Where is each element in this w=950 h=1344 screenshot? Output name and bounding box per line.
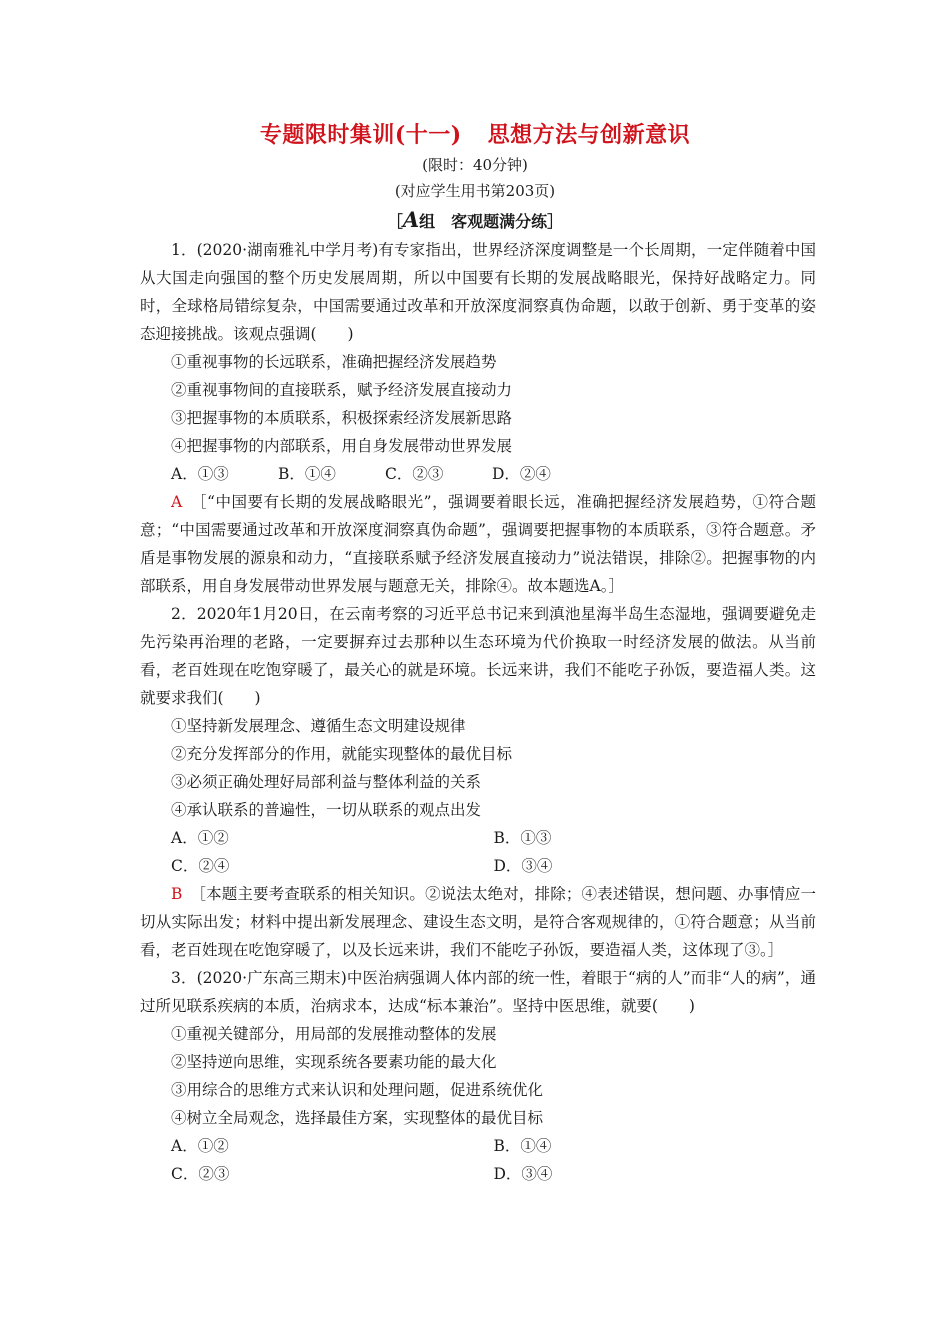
- book-reference: (对应学生用书第203页): [394, 182, 556, 200]
- question-1-option-4: ④把握事物的内部联系，用自身发展带动世界发展: [171, 437, 513, 455]
- group-label-text: 组 客观题满分练: [419, 212, 548, 231]
- question-2-choices-row-1: [140, 824, 816, 852]
- question-3-option-3: ③用综合的思维方式来认识和处理问题，促进系统优化: [171, 1081, 544, 1099]
- question-2-choice-b: B．①③: [493, 829, 552, 847]
- question-3-option-2: ②坚持逆向思维，实现系统各要素功能的最大化: [171, 1053, 497, 1071]
- question-2-choice-c: C．②④: [171, 857, 230, 875]
- question-1-choice-b: B．①④: [278, 465, 336, 483]
- question-1-choice-c: C．②③: [385, 465, 444, 483]
- question-2-option-4: ④承认联系的普遍性，一切从联系的观点出发: [171, 801, 482, 819]
- question-3-choice-b: B．①④: [493, 1137, 552, 1155]
- question-2-choices-row-2: [140, 852, 816, 880]
- question-list: [140, 236, 816, 1188]
- question-3-choice-d: D．③④: [493, 1165, 553, 1183]
- question-3-choice-a: A．①②: [171, 1137, 229, 1155]
- time-limit: (限时：40分钟): [422, 156, 528, 174]
- title-sub: 思想方法与创新意识: [487, 122, 691, 148]
- question-2-explanation: B ［本题主要考查联系的相关知识。②说法太绝对，排除；④表述错误，想问题、办事情应一切从实际出发；材料中提出新发展理念、建设生态文明，是符合客观规律的，①符合题意；从当前看，老百姓现在吃饱穿暖了，以及长远来讲，我们不能吃子孙饭，要造福人类，这体现了③。］: [140, 885, 816, 959]
- question-3-choices-row-2: [140, 1160, 816, 1188]
- question-3-option-4: ④树立全局观念，选择最佳方案，实现整体的最优目标: [171, 1109, 544, 1127]
- group-letter: A: [402, 207, 420, 232]
- question-2-option-3: ③必须正确处理好局部利益与整体利益的关系: [171, 773, 482, 791]
- question-1-choices: [140, 460, 816, 488]
- question-1-choice-d: D．②④: [492, 465, 551, 483]
- question-2-choice-d: D．③④: [493, 857, 553, 875]
- question-3-stem: 3．(2020·广东高三期末)中医治病强调人体内部的统一性，着眼于“病的人”而非“人的病”，通过所见联系疾病的本质，治病求本，达成“标本兼治”。坚持中医思维，就要( ): [140, 969, 816, 1015]
- question-1-choice-a: A．①③: [171, 465, 229, 483]
- question-1-answer: A: [171, 493, 183, 511]
- question-2-answer: B: [171, 885, 183, 903]
- question-1-explanation: A ［“中国要有长期的发展战略眼光”，强调要着眼长远，准确把握经济发展趋势，①符合题意；“中国需要通过改革和开放深度洞察真伪命题”，强调要把握事物的本质联系，③符合题意。矛盾是事物发展的源泉和动力，“直接联系赋予经济发展直接动力”说法错误，排除②。把握事物的内部联系，用自身发展带动世界发展与题意无关，排除④。故本题选A。］: [140, 493, 816, 595]
- question-2-stem: 2．2020年1月20日，在云南考察的习近平总书记来到滇池星海半岛生态湿地，强调要避免走先污染再治理的老路，一定要摒弃过去那种以生态环境为代价换取一时经济发展的做法。从当前看，老百姓现在吃饱穿暖了，最关心的就是环境。长远来讲，我们不能吃子孙饭，要造福人类。这就要求我们( ): [140, 605, 816, 707]
- question-3-choices-row-1: [140, 1132, 816, 1160]
- question-1-stem: 1．(2020·湖南雅礼中学月考)有专家指出，世界经济深度调整是一个长周期，一定伴随着中国从大国走向强国的整个历史发展周期，所以中国要有长期的发展战略眼光，保持好战略定力。同时，全球格局错综复杂，中国需要通过改革和开放深度洞察真伪命题，以敢于创新、勇于变革的姿态迎接挑战。该观点强调( ): [140, 241, 816, 343]
- title-main: 专题限时集训(十一): [259, 122, 462, 148]
- page-title: [0, 118, 950, 149]
- question-2-option-2: ②充分发挥部分的作用，就能实现整体的最优目标: [171, 745, 513, 763]
- question-3-option-1: ①重视关键部分，用局部的发展推动整体的发展: [171, 1025, 497, 1043]
- question-1-option-1: ①重视事物的长远联系，准确把握经济发展趋势: [171, 353, 497, 371]
- group-heading: ［A组 客观题满分练］: [386, 207, 564, 232]
- question-3-choice-c: C．②③: [171, 1165, 230, 1183]
- question-1-option-2: ②重视事物间的直接联系，赋予经济发展直接动力: [171, 381, 513, 399]
- question-2-option-1: ①坚持新发展理念、遵循生态文明建设规律: [171, 717, 466, 735]
- question-2-choice-a: A．①②: [171, 829, 229, 847]
- question-1-option-3: ③把握事物的本质联系，积极探索经济发展新思路: [171, 409, 513, 427]
